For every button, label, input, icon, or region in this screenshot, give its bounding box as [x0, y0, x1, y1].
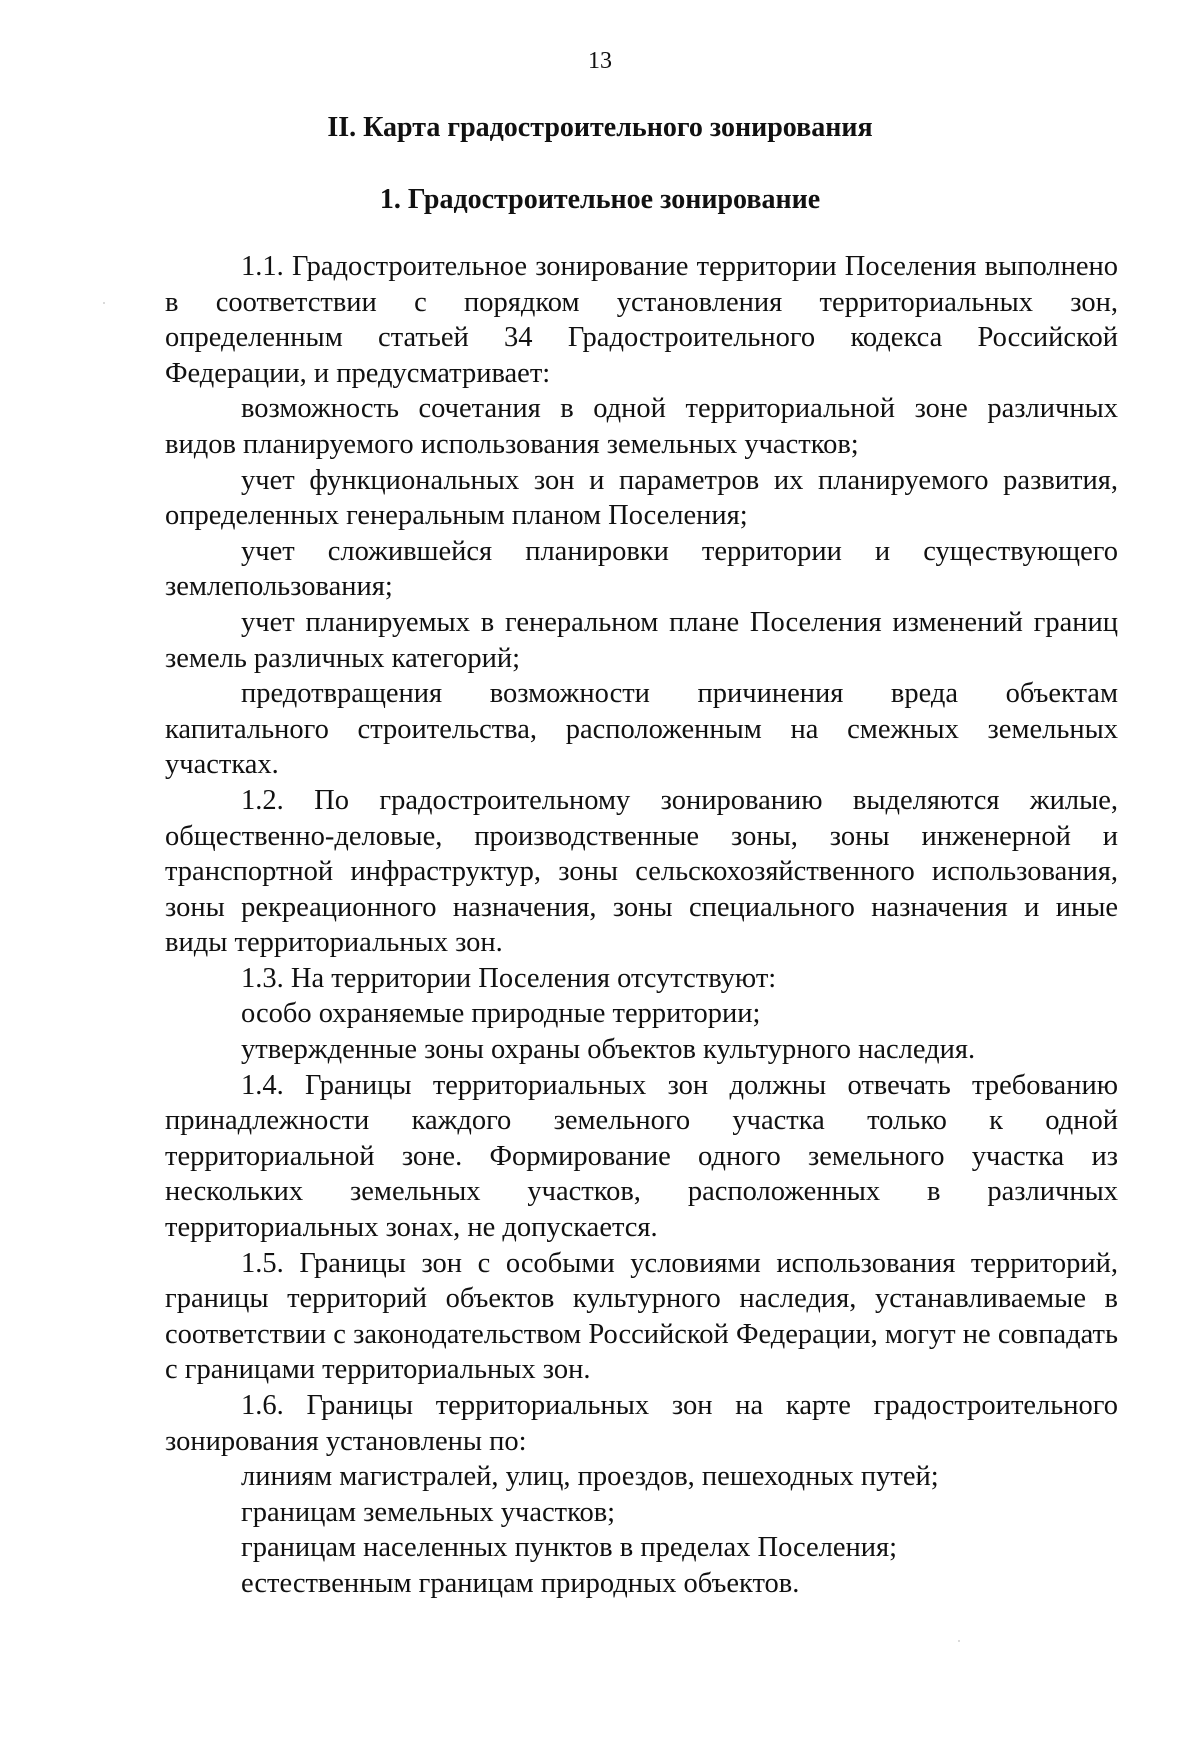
paragraph-1-3: 1.3. На территории Поселения отсутствуют:	[241, 962, 777, 994]
list-item: утвержденные зоны охраны объектов культурного наследия.	[241, 1034, 976, 1066]
paragraph-1-1: 1.1. Градостроительное зонирование территории Поселения выполнено в соответствии с порядком установления территориальных зон, определенным статьей 34 Градостроительного кодекса Российской Федерации, и предусматривает:	[165, 251, 1118, 389]
paragraph-1-5: 1.5. Границы зон с особыми условиями использования территорий, границы территорий объектов культурного наследия, устанавливаемые в соответствии с законодательством Российской Федерации, могут не совпадать с границами территориальных зон.	[165, 1247, 1118, 1386]
list-item: естественным границам природных объектов.	[241, 1567, 800, 1599]
list-item: возможность сочетания в одной территориальной зоне различных видов планируемого использования земельных участков;	[165, 393, 1118, 460]
page-number: 13	[588, 48, 612, 74]
list-item: границам земельных участков;	[241, 1496, 616, 1528]
list-item: линиям магистралей, улиц, проездов, пешеходных путей;	[241, 1461, 939, 1493]
paragraph-1-6: 1.6. Границы территориальных зон на карте градостроительного зонирования установлены по:	[165, 1390, 1118, 1457]
paragraph-1-2: 1.2. По градостроительному зонированию выделяются жилые, общественно-деловые, производственные зоны, зоны инженерной и транспортной инфраструктур, зоны сельскохозяйственного использования, зоны рекреационного назначения, зоны специального назначения и иные виды территориальных зон.	[165, 784, 1118, 959]
scan-artifact	[103, 302, 105, 304]
list-item: предотвращения возможности причинения вреда объектам капитального строительства, расположенным на смежных земельных участках.	[165, 678, 1118, 781]
list-item: границам населенных пунктов в пределах Поселения;	[241, 1532, 898, 1564]
scan-artifact	[958, 1640, 960, 1642]
list-item: учет планируемых в генеральном плане Поселения изменений границ земель различных категорий;	[165, 606, 1118, 674]
paragraph-1-4: 1.4. Границы территориальных зон должны отвечать требованию принадлежности каждого земельного участка только к одной территориальной зоне. Формирование одного земельного участка из нескольких земельных участков, расположенных в различных территориальных зонах, не допускается.	[165, 1069, 1118, 1244]
section-title: II. Карта градостроительного зонирования	[327, 112, 873, 143]
list-item: учет функциональных зон и параметров их планируемого развития, определенных генеральным планом Поселения;	[165, 464, 1118, 532]
subsection-title: 1. Градостроительное зонирование	[379, 184, 821, 215]
list-item: особо охраняемые природные территории;	[241, 998, 761, 1030]
list-item: учет сложившейся планировки территории и существующего землепользования;	[165, 535, 1118, 603]
document-body	[165, 249, 1118, 1602]
